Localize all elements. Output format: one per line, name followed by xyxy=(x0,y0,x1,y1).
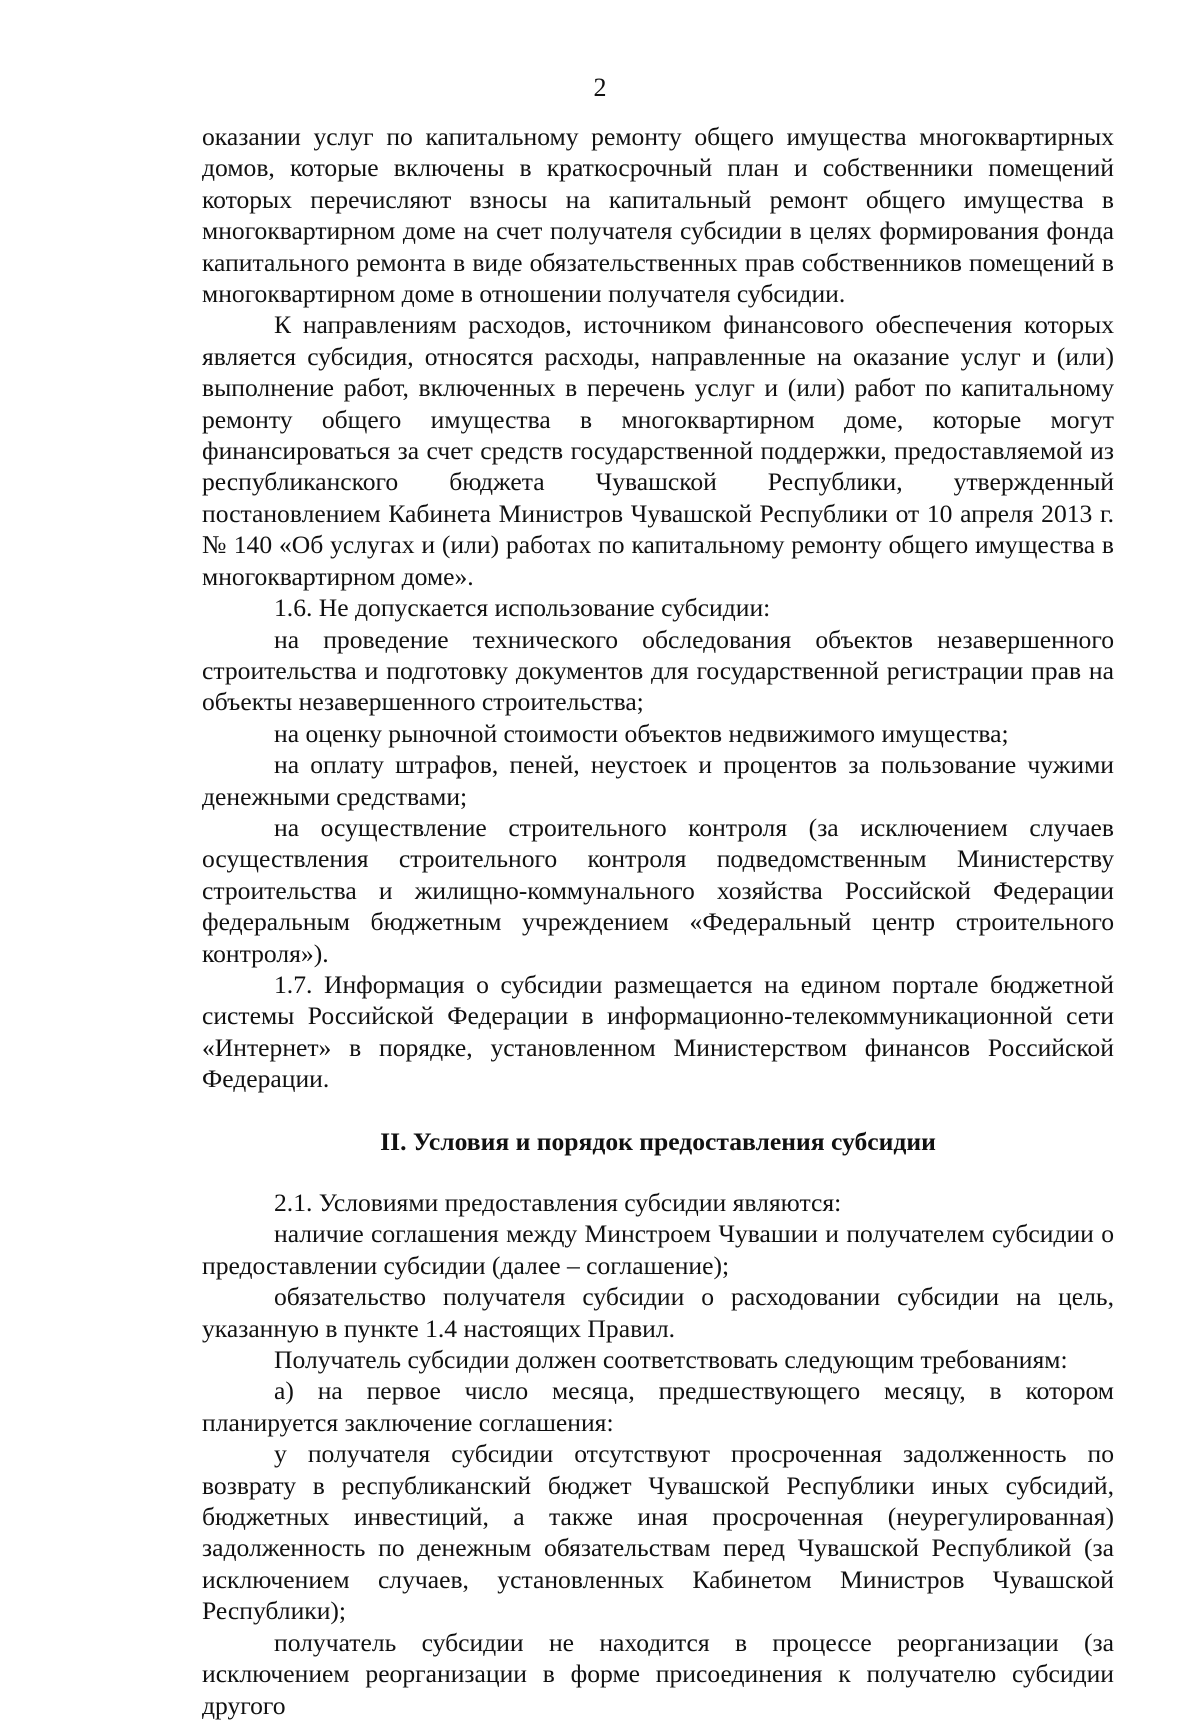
paragraph: на осуществление строительного контроля (за исключением случаев осуществления строительного контроля подведомственным Министерству строительства и жилищно-коммунального хозяйства Российской Федерации федеральным бюджетным учреждением «Федеральный центр строительного контроля»). xyxy=(202,812,1114,968)
paragraph: Получатель субсидии должен соответствовать следующим требованиям: xyxy=(274,1345,1068,1375)
paragraph: на оплату штрафов, пеней, неустоек и процентов за пользование чужими денежными средствами; xyxy=(202,750,1114,811)
paragraph: 1.6. Не допускается использование субсидии: xyxy=(274,593,771,623)
page-number: 2 xyxy=(593,73,607,102)
paragraph: у получателя субсидии отсутствуют просроченная задолженность по возврату в республиканский бюджет Чувашской Республики иных субсидий, бюджетных инвестиций, а также иная просроченная (неурегулированная) задолженность по денежным обязательствам перед Чувашской Республикой (за исключением случаев, установленных Кабинетом Министров Чувашской Республики); xyxy=(202,1439,1114,1626)
section-heading: II. Условия и порядок предоставления субсидии xyxy=(380,1126,936,1156)
paragraphs-before-heading xyxy=(202,121,1114,1095)
paragraphs-after-heading xyxy=(202,1187,1114,1721)
paragraph: К направлениям расходов, источником финансового обеспечения которых является субсидия, относятся расходы, направленные на оказание услуг и (или) выполнение работ, включенных в перечень услуг и (или) работ по капитальному ремонту общего имущества в многоквартирном доме, которые могут финансироваться за счет средств государственной поддержки, предоставляемой из республиканского бюджета Чувашской Республики, утвержденный постановлением Кабинета Министров Чувашской Республики от 10 апреля 2013 г. № 140 «Об услугах и (или) работах по капитальному ремонту общего имущества в многоквартирном доме». xyxy=(202,310,1114,591)
paragraph: оказании услуг по капитальному ремонту общего имущества многоквартирных домов, которые включены в краткосрочный план и собственники помещений которых перечисляют взносы на капитальный ремонт общего имущества в многоквартирном доме на счет получателя субсидии в целях формирования фонда капитального ремонта в виде обязательственных прав собственников помещений в многоквартирном доме в отношении получателя субсидии. xyxy=(202,122,1114,309)
paragraph: на оценку рыночной стоимости объектов недвижимого имущества; xyxy=(274,718,1009,748)
paragraph: на проведение технического обследования объектов незавершенного строительства и подготовку документов для государственной регистрации прав на объекты незавершенного строительства; xyxy=(202,624,1114,717)
paragraph: обязательство получателя субсидии о расходовании субсидии на цель, указанную в пункте 1.4 настоящих Правил. xyxy=(202,1282,1114,1343)
paragraph: а) на первое число месяца, предшествующего месяцу, в котором планируется заключение соглашения: xyxy=(202,1376,1114,1437)
paragraph: 1.7. Информация о субсидии размещается на едином портале бюджетной системы Российской Федерации в информационно-телекоммуникационной сети «Интернет» в порядке, установленном Министерством финансов Российской Федерации. xyxy=(202,969,1114,1094)
paragraph: 2.1. Условиями предоставления субсидии являются: xyxy=(274,1188,842,1217)
document-body xyxy=(202,121,1114,1721)
paragraph: наличие соглашения между Минстроем Чувашии и получателем субсидии о предоставлении субсидии (далее – соглашение); xyxy=(202,1219,1114,1280)
paragraph: получатель субсидии не находится в процессе реорганизации (за исключением реорганизации в форме присоединения к получателю субсидии другого xyxy=(202,1627,1114,1720)
